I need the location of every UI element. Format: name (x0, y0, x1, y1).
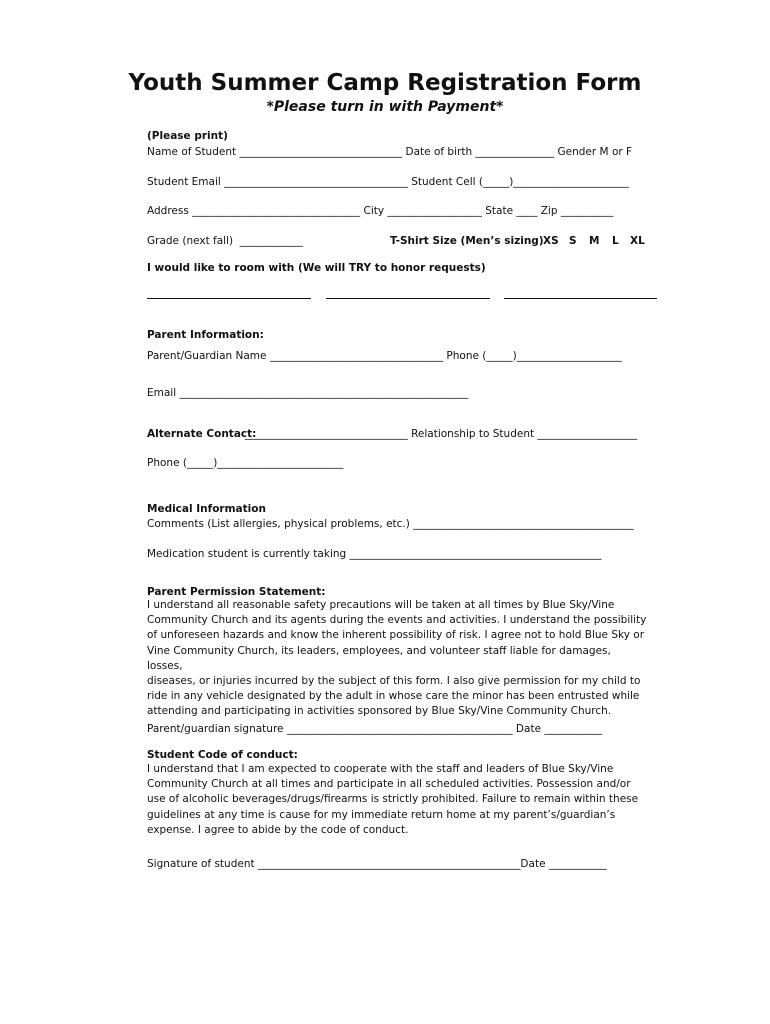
permission-line: diseases, or injuries incurred by the subject of this form. I also give permission for my child to (147, 675, 641, 688)
page-title: Youth Summer Camp Registration Form (128, 70, 642, 96)
page-subtitle: *Please turn in with Payment* (266, 99, 504, 115)
code-line: guidelines at any time is cause for my immediate return home at my parent’s/guardian’s (147, 808, 616, 821)
code-line: Community Church at all times and participate in all scheduled activities. Possession and/or (147, 778, 631, 791)
parent-guardian-row[interactable]: Parent/Guardian Name _________________________________ Phone (_____)____________________ (147, 350, 622, 362)
size-option-s[interactable]: S (569, 235, 577, 247)
parent-info-heading: Parent Information: (147, 329, 264, 341)
parent-email-field[interactable]: Email _______________________________________________________ (147, 387, 469, 399)
tshirt-size-label: T-Shirt Size (Men’s sizing) (390, 235, 544, 247)
permission-line: ride in any vehicle designated by the adult in whose care the minor has been entrusted while (147, 690, 640, 703)
please-print-label: (Please print) (147, 130, 228, 142)
student-email-row[interactable]: Student Email ___________________________________ Student Cell (_____)______________________ (147, 176, 629, 188)
medication-field[interactable]: Medication student is currently taking ________________________________________________ (147, 548, 602, 560)
code-line: use of alcoholic beverages/drugs/firearms is strictly prohibited. Failure to remain within these (147, 793, 639, 806)
alternate-phone-field[interactable]: Phone (_____)________________________ (147, 457, 344, 469)
size-option-m[interactable]: M (589, 235, 600, 247)
permission-line: I understand all reasonable safety precautions will be taken at all times by Blue Sky/Vine (147, 599, 615, 611)
address-row[interactable]: Address ________________________________ City __________________ State ____ Zip __________ (147, 205, 614, 217)
roommate-line-2[interactable] (326, 298, 490, 299)
size-option-l[interactable]: L (612, 235, 619, 247)
size-option-xs[interactable]: XS (543, 235, 559, 247)
roommate-line-1[interactable] (147, 298, 311, 299)
permission-heading: Parent Permission Statement: (147, 586, 326, 598)
permission-statement (147, 598, 647, 720)
roommate-line-3[interactable] (504, 298, 657, 299)
medical-heading: Medical Information (147, 503, 266, 515)
permission-line: attending and participating in activities sponsored by Blue Sky/Vine Community Church. (147, 705, 612, 718)
student-signature-field[interactable]: Signature of student __________________________________________________Date ___________ (147, 858, 607, 870)
code-line: expense. I agree to abide by the code of conduct. (147, 823, 409, 836)
code-of-conduct-heading: Student Code of conduct: (147, 749, 298, 761)
code-of-conduct-text (147, 762, 647, 838)
permission-line: Vine Community Church, its leaders, employees, and volunteer staff liable for damages, losses, (147, 644, 611, 672)
grade-field[interactable]: Grade (next fall) ____________ (147, 235, 303, 247)
medical-comments-field[interactable]: Comments (List allergies, physical problems, etc.) __________________________________________ (147, 518, 634, 530)
permission-line: Community Church and its agents during the events and activities. I understand the possibility (147, 614, 647, 627)
roommate-label: I would like to room with (We will TRY to honor requests) (147, 262, 486, 274)
permission-line: of unforeseen hazards and know the inherent possibility of risk. I agree not to hold Blue Sky or (147, 629, 645, 642)
parent-signature-field[interactable]: Parent/guardian signature ___________________________________________ Date ___________ (147, 723, 603, 735)
size-option-xl[interactable]: XL (630, 235, 645, 247)
alternate-contact-label: Alternate Contact: (147, 428, 257, 440)
student-name-row[interactable]: Name of Student _______________________________ Date of birth _______________ Gender M or F (147, 146, 633, 158)
code-line: I understand that I am expected to cooperate with the staff and leaders of Blue Sky/Vine (147, 763, 614, 775)
alternate-contact-row[interactable]: _______________________________ Relationship to Student ___________________ (245, 428, 638, 440)
